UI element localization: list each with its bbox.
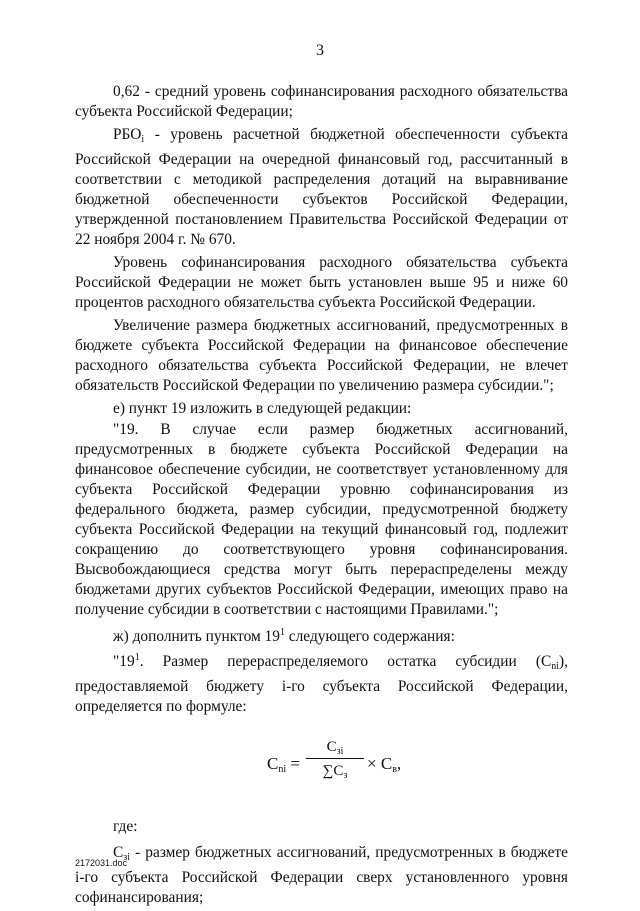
numerator-subscript: зi [336, 746, 344, 757]
c3i-text: - размер бюджетных ассигнований, предусмотренных в бюджете i-го субъекта Российской Федерации сверх установленного уровня софинансирования; [75, 844, 568, 906]
point-19-1-subscript: ni [551, 661, 560, 672]
formula-lhs-subscript: ni [278, 764, 287, 775]
formula-numerator [306, 737, 364, 757]
denominator-symbol: С [333, 763, 344, 779]
paragraph-item-zh [75, 623, 568, 647]
paragraph-cofinancing-limits: Уровень софинансирования расходного обязательства субъекта Российской Федерации не может быть установлен выше 95 и ниже 60 процентов расходного обязательства субъекта Российской Федерации. [75, 254, 568, 311]
formula-rhs [367, 754, 401, 780]
rbo-symbol: РБО [113, 126, 142, 143]
point-19-1-superscript: 1 [134, 652, 140, 663]
fraction-bar [306, 758, 364, 759]
rbo-subscript: i [141, 134, 145, 145]
item-zh-text-end: следующего содержания: [284, 628, 455, 645]
paragraph-cofinancing-level: 0,62 - средний уровень софинансирования расходного обязательства субъекта Российской Федерации; [75, 83, 568, 120]
item-zh-text: ж) дополнить пунктом 19 [113, 628, 280, 645]
sum-sign: ∑ [322, 763, 334, 779]
formula-fraction [306, 737, 364, 786]
formula-times: × С [367, 754, 393, 773]
c3i-symbol: С [113, 844, 124, 861]
paragraph-rbo-definition [75, 125, 568, 250]
footer-filename: 2172031.doc [75, 858, 128, 868]
denominator-subscript: з [343, 770, 348, 781]
paragraph-point-19: "19. В случае если размер бюджетных ассигнований, предусмотренных в бюджете субъекта Российской Федерации на финансовое обеспечение субсидии, не соответствует установленному для субъекта Российской Федерации уровню софинансирования из федерального бюджета, размер субсидии, предусмотренной бюджету субъекта Российской Федерации на текущий финансовый год, подлежит сокращению до соответствующего уровня софинансирования. Высвобождающиеся средства могут быть перераспределены между бюджетами других субъектов Российской Федерации, имеющих право на получение субсидии в соответствии с настоящими Правилами."; [75, 421, 568, 618]
formula [75, 725, 568, 805]
rbo-text: - уровень расчетной бюджетной обеспеченности субъекта Российской Федерации на очередной финансовый год, рассчитанный в соответствии с методикой распределения дотаций на выравнивание бюджетной обеспеченности субъектов Российской Федерации, утвержденной постановлением Правительства Российской Федерации от 22 ноября 2004 г. № 670. [75, 126, 568, 248]
paragraph-budget-increase: Увеличение размера бюджетных ассигнований, предусмотренных в бюджете субъекта Российской Федерации на финансовое обеспечение расходного обязательства субъекта Российской Федерации, не влечет обязательств Российской Федерации по увеличению размера субсидии."; [75, 317, 568, 394]
where-label: где: [113, 818, 138, 835]
point-19-1-text-end: ), предоставляемой бюджету i-го субъекта Российской Федерации, определяется по формуле: [75, 653, 568, 715]
formula-lhs-symbol: С [267, 754, 279, 773]
document-body [75, 82, 568, 911]
item-zh-superscript: 1 [279, 627, 285, 638]
page-number: 3 [316, 42, 324, 59]
point-19-1-text: . Размер перераспределяемого остатка субсидии (С [139, 653, 552, 670]
paragraph-point-19-1 [75, 648, 568, 717]
formula-equals: = [286, 754, 300, 773]
formula-rhs-subscript: в [392, 764, 397, 775]
formula-comma: , [396, 754, 402, 773]
numerator-symbol: С [326, 739, 337, 755]
paragraph-c3i-definition [75, 843, 568, 908]
formula-lhs [267, 754, 300, 780]
point-19-1-start: "19 [113, 653, 135, 670]
paragraph-item-e: е) пункт 19 изложить в следующей редакции: [113, 400, 412, 417]
formula-denominator [306, 761, 364, 786]
c3i-subscript: зi [123, 852, 130, 863]
